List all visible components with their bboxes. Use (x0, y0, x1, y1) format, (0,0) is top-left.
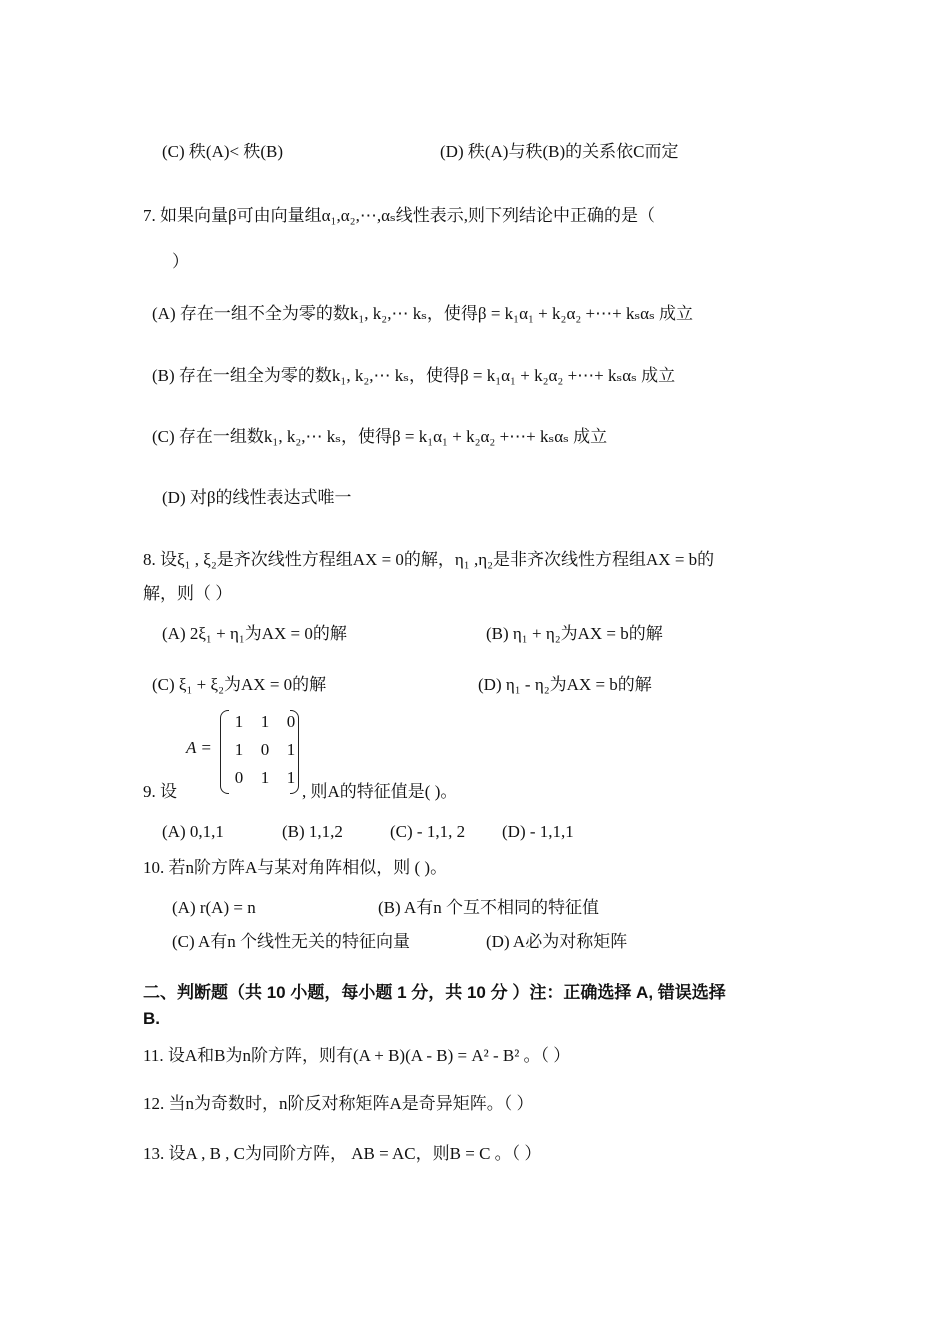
q9-option-a: (A) 0,1,1 (162, 822, 224, 841)
q7-option-c: (C) 存在一组数k₁, k₂,⋯ kₛ，使得β = k₁α₁ + k₂α₂ +⋯+ kₛαₛ 成立 (152, 427, 608, 446)
q8-option-a: (A) 2ξ₁ + η₁为AX = 0的解 (162, 624, 347, 643)
q8-option-d: (D) η₁ - η₂为AX = b的解 (478, 675, 652, 694)
q10-option-c: (C) A有n 个线性无关的特征向量 (172, 932, 410, 951)
q10-option-a: (A) r(A) = n (172, 898, 256, 917)
matrix-label: A = (186, 738, 212, 757)
q8-option-c: (C) ξ₁ + ξ₂为AX = 0的解 (152, 675, 327, 694)
matrix-cell: 1 (260, 768, 270, 787)
section2-heading-cont: B. (143, 1009, 160, 1028)
matrix-cell: 1 (286, 768, 296, 787)
q6-option-c: (C) 秩(A)< 秩(B) (162, 142, 284, 161)
q9-option-d: (D) - 1,1,1 (502, 822, 574, 841)
q10-option-d: (D) A必为对称矩阵 (486, 932, 628, 951)
matrix-cell: 0 (234, 768, 244, 787)
q6-option-d: (D) 秩(A)与秩(B)的关系依C而定 (440, 142, 679, 161)
q7-stem: 7. 如果向量β可由向量组α₁,α₂,⋯,αₛ线性表示,则下列结论中正确的是（ (143, 206, 655, 225)
matrix-cell: 1 (286, 740, 296, 759)
q7-option-b: (B) 存在一组全为零的数k₁, k₂,⋯ kₛ，使得β = k₁α₁ + k₂α₂ +⋯+ kₛαₛ 成立 (152, 366, 676, 385)
q12-text: 12. 当n为奇数时，n阶反对称矩阵A是奇异矩阵。（ ） (143, 1094, 534, 1113)
section2-heading: 二、判断题（共 10 小题，每小题 1 分，共 10 分 ）注：正确选择 A, 错误选择 (143, 983, 726, 1002)
q8-option-b: (B) η₁ + η₂为AX = b的解 (486, 624, 663, 643)
q9-option-b: (B) 1,1,2 (282, 822, 343, 841)
q8-stem: 8. 设ξ₁ , ξ₂是齐次线性方程组AX = 0的解，η₁ ,η₂是非齐次线性方程组AX = b的 (143, 550, 715, 569)
matrix-cell: 0 (286, 712, 296, 731)
matrix-a (186, 708, 306, 794)
matrix-cell: 1 (234, 712, 244, 731)
matrix-cell: 1 (260, 712, 270, 731)
matrix-cell: 1 (234, 740, 244, 759)
q13-text: 13. 设A , B , C为同阶方阵， AB = AC，则B = C 。（ ） (143, 1144, 542, 1163)
q8-stem-end: 解，则（ ） (143, 584, 233, 603)
q10-option-b: (B) A有n 个互不相同的特征值 (378, 898, 599, 917)
q9-stem-prefix: 9. 设 (143, 782, 177, 801)
q9-option-c: (C) - 1,1, 2 (390, 822, 466, 841)
matrix-right-bracket (290, 710, 299, 794)
q7-stem-end: ） (172, 252, 189, 271)
q11-text: 11. 设A和B为n阶方阵，则有(A + B)(A - B) = A² - B² 。（ ） (143, 1046, 571, 1065)
matrix-cell: 0 (260, 740, 270, 759)
q9-stem-suffix: , 则A的特征值是( )。 (302, 782, 458, 801)
q7-option-a: (A) 存在一组不全为零的数k₁, k₂,⋯ kₛ，使得β = k₁α₁ + k₂α₂ +⋯+ kₛαₛ 成立 (152, 304, 694, 323)
q7-option-d: (D) 对β的线性表达式唯一 (162, 488, 352, 507)
q10-stem: 10. 若n阶方阵A与某对角阵相似，则 ( )。 (143, 858, 448, 877)
